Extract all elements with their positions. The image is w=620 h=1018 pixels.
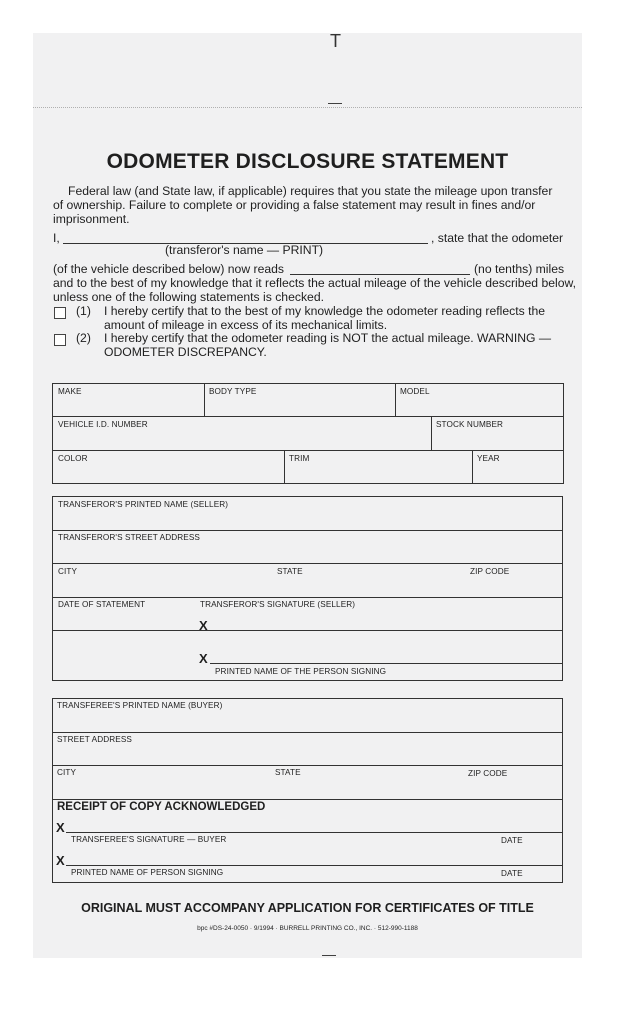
buyer-state-field[interactable]: STATE (275, 768, 301, 777)
seller-sign-x: X (199, 618, 208, 633)
intro-line-2: of ownership. Failure to complete or providing a false statement may result in fines and/or (53, 198, 536, 212)
buyer-date-2-label: DATE (501, 869, 523, 878)
divider (52, 765, 563, 766)
divider (52, 530, 563, 531)
divider (52, 597, 563, 598)
seller-city-field[interactable]: CITY (58, 567, 78, 576)
trim-field[interactable]: TRIM (289, 454, 310, 463)
seller-printed-name-field[interactable]: TRANSFEROR'S PRINTED NAME (SELLER) (58, 500, 229, 509)
divider (431, 416, 432, 450)
option-2-line-2: ODOMETER DISCREPANCY. (104, 345, 267, 359)
intro-line-1: Federal law (and State law, if applicable) requires that you state the mileage upon transfer (68, 184, 553, 198)
buyer-signature-line[interactable] (66, 832, 563, 833)
state-suffix: , state that the odometer (431, 231, 564, 245)
option-2-line-1: I hereby certify that the odometer reading is NOT the actual mileage. WARNING — (104, 331, 552, 345)
top-t-mark: T (330, 31, 341, 51)
stock-number-field[interactable]: STOCK NUMBER (436, 420, 504, 429)
odometer-reading-line[interactable] (290, 274, 470, 275)
divider (52, 416, 564, 417)
seller-print-x: X (199, 651, 208, 666)
model-field[interactable]: MODEL (400, 387, 430, 396)
perforation-dash: — (328, 94, 342, 110)
option-2-checkbox[interactable] (54, 334, 66, 346)
option-1-checkbox[interactable] (54, 307, 66, 319)
bottom-dash: — (322, 946, 336, 962)
divider (52, 450, 564, 451)
year-field[interactable]: YEAR (477, 454, 500, 463)
seller-person-signing-line[interactable] (210, 663, 563, 664)
intro-line-3: imprisonment. (53, 212, 130, 226)
option-1-line-2: amount of mileage in excess of its mechanical limits. (104, 318, 388, 332)
buyer-sign-x: X (56, 820, 65, 835)
divider (52, 563, 563, 564)
buyer-person-signing-label: PRINTED NAME OF PERSON SIGNING (71, 868, 224, 877)
page-title: ODOMETER DISCLOSURE STATEMENT (106, 150, 509, 173)
seller-signature-label: TRANSFEROR'S SIGNATURE (SELLER) (200, 600, 356, 609)
buyer-street-field[interactable]: STREET ADDRESS (57, 735, 132, 744)
make-field[interactable]: MAKE (58, 387, 82, 396)
statement-line-3: and to the best of my knowledge that it reflects the actual mileage of the vehicle described below, (53, 276, 577, 290)
seller-state-field[interactable]: STATE (277, 567, 303, 576)
reads-suffix: (no tenths) miles (474, 262, 565, 276)
date-of-statement-line[interactable] (52, 630, 189, 631)
buyer-person-signing-line[interactable] (66, 865, 563, 866)
footer-notice: ORIGINAL MUST ACCOMPANY APPLICATION FOR CERTIFICATES OF TITLE (81, 901, 534, 915)
color-field[interactable]: COLOR (58, 454, 88, 463)
reads-prefix: (of the vehicle described below) now reads (53, 262, 285, 276)
option-2-number: (2) (76, 331, 91, 345)
buyer-printed-name-field[interactable]: TRANSFEREE'S PRINTED NAME (BUYER) (57, 701, 223, 710)
buyer-info-box (52, 698, 563, 883)
option-1-number: (1) (76, 304, 91, 318)
receipt-heading: RECEIPT OF COPY ACKNOWLEDGED (57, 801, 266, 813)
transferor-caption: (transferor's name — PRINT) (165, 243, 324, 257)
buyer-signature-label: TRANSFEREE'S SIGNATURE — BUYER (71, 835, 227, 844)
buyer-date-1-label: DATE (501, 836, 523, 845)
vin-field[interactable]: VEHICLE I.D. NUMBER (58, 420, 148, 429)
option-1-line-1: I hereby certify that to the best of my knowledge the odometer reading reflects the (104, 304, 546, 318)
divider (284, 450, 285, 484)
seller-street-field[interactable]: TRANSFEROR'S STREET ADDRESS (58, 533, 200, 542)
statement-line-4: unless one of the following statements is checked. (53, 290, 324, 304)
divider (395, 383, 396, 416)
seller-info-box (52, 496, 563, 681)
buyer-print-x: X (56, 853, 65, 868)
divider (472, 450, 473, 484)
divider (52, 799, 563, 800)
perforation-line (33, 107, 582, 108)
divider (52, 732, 563, 733)
buyer-city-field[interactable]: CITY (57, 768, 77, 777)
divider (204, 383, 205, 416)
seller-signature-line[interactable] (210, 630, 563, 631)
seller-zip-field[interactable]: ZIP CODE (470, 567, 510, 576)
seller-person-signing-label: PRINTED NAME OF THE PERSON SIGNING (215, 667, 387, 676)
i-prefix: I, (53, 231, 60, 245)
vehicle-info-box (52, 383, 564, 484)
buyer-zip-field[interactable]: ZIP CODE (468, 769, 508, 778)
date-of-statement-label: DATE OF STATEMENT (58, 600, 146, 609)
printer-info: bpc #DS-24-0050 · 9/1994 · BURRELL PRINTING CO., INC. · 512-990-1188 (197, 925, 418, 932)
body-type-field[interactable]: BODY TYPE (209, 387, 257, 396)
